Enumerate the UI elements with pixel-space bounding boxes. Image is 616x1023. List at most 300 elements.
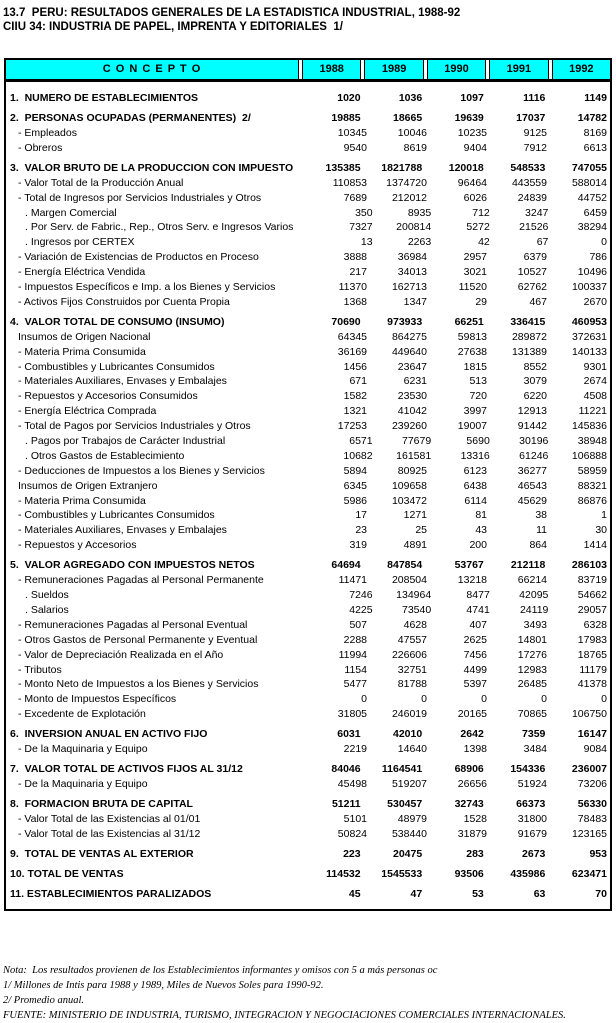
row-label: . Margen Comercial [25,206,117,219]
row-value-1991: 62762 [517,281,547,294]
row-value-1991: 467 [529,295,547,308]
row-value-1991: 212118 [510,559,546,572]
row-label: - Materiales Auxiliares, Envases y Embalajes [18,375,227,388]
row-value-1990: 7456 [463,648,487,661]
row-value-1988: 64694 [331,559,361,572]
row-value-1989: 10046 [397,127,427,139]
table-row [6,618,610,633]
table-row [6,220,610,235]
row-value-1990: 0 [481,693,487,706]
row-value-1991: 12983 [517,663,547,676]
row-value-1990: 1528 [463,812,487,825]
row-value-1992: 123165 [571,827,607,840]
row-value-1989: 6231 [403,375,427,388]
table-row [6,250,610,265]
row-value-1991: 30196 [519,435,549,448]
table-row [6,508,610,523]
row-value-1991: 131389 [511,345,547,358]
row-value-1992: 2674 [583,375,607,388]
table-row [6,538,610,553]
row-value-1991: 2673 [522,847,546,860]
row-value-1989: 973933 [387,315,423,328]
row-value-1988: 6571 [349,435,373,448]
row-value-1991: 67 [536,236,549,249]
table-row [6,374,610,389]
row-label: - Materiales Auxiliares, Envases y Embalajes [18,524,227,537]
row-value-1989: 208504 [391,574,427,587]
row-value-1992: 78483 [577,812,607,825]
row-value-1991: 0 [541,693,547,706]
row-value-1989: 4628 [403,618,427,631]
row-label: - Materia Prima Consumida [18,345,146,358]
row-value-1990: 283 [466,847,484,860]
row-value-1991: 336415 [510,315,546,328]
row-value-1988: 10345 [337,127,367,139]
row-value-1988: 1456 [343,360,367,373]
row-label: - Obreros [18,141,63,154]
table-row [6,479,610,494]
row-label: Insumos de Origen Extranjero [18,479,158,492]
table-row [6,345,610,360]
row-value-1992: 58959 [577,464,607,477]
row-value-1990: 6026 [463,191,487,204]
row-value-1988: 110853 [332,176,367,189]
row-value-1988: 45 [348,887,361,900]
row-value-1992: 10496 [577,266,607,279]
row-value-1992: 106750 [571,708,607,721]
row-value-1988: 17253 [337,420,367,433]
row-value-1990: 59813 [457,330,487,343]
row-value-1990: 5690 [466,435,490,448]
table-row [6,846,610,862]
row-value-1990: 4741 [466,603,490,616]
table-row [6,404,610,419]
row-value-1992: 623471 [571,867,607,880]
row-value-1992: 86876 [577,494,607,507]
row-value-1991: 14801 [517,633,547,646]
row-label: . Por Serv. de Fabric., Rep., Otros Serv. e Ingresos Varios [25,221,294,234]
row-value-1989: 4891 [403,539,427,552]
row-value-1988: 7327 [349,221,373,234]
row-value-1991: 70865 [517,708,547,721]
table-row [6,692,610,707]
row-label: . Sueldos [25,589,69,602]
footnote-line: 2/ Promedio anual. [3,994,84,1006]
row-value-1991: 6220 [523,390,547,403]
row-label: 1. NUMERO DE ESTABLECIMIENTOS [10,92,199,104]
row-value-1992: 73206 [577,777,607,790]
table-row [6,812,610,827]
row-label: . Ingresos por CERTEX [25,236,135,249]
row-value-1990: 53767 [454,559,484,572]
row-value-1990: 2625 [463,633,487,646]
row-value-1989: 23647 [397,360,427,373]
row-label: 9. TOTAL DE VENTAS AL EXTERIOR [10,847,194,860]
row-label: - Variación de Existencias de Productos en Proceso [18,251,259,264]
row-label: . Pagos por Trabajos de Carácter Industrial [25,435,226,448]
row-value-1992: 17983 [577,633,607,646]
row-value-1988: 114532 [326,867,361,880]
row-value-1989: 1164541 [381,762,423,775]
row-value-1991: 46543 [517,479,547,492]
row-value-1988: 5477 [343,678,367,691]
row-value-1988: 0 [361,693,367,706]
row-value-1989: 18665 [392,112,423,124]
table-row [6,777,610,792]
row-value-1989: 47557 [397,633,427,646]
row-label: - Monto Neto de Impuestos a los Bienes y Servicios [18,678,259,691]
row-value-1988: 7689 [343,191,367,204]
row-value-1990: 200 [469,539,487,552]
row-value-1991: 7359 [522,728,546,741]
row-value-1991: 548533 [510,161,546,174]
row-value-1992: 1149 [584,92,607,104]
row-value-1991: 66214 [517,574,547,587]
table-row [6,330,610,345]
row-value-1992: 29057 [577,603,607,616]
table-row [6,557,610,573]
row-label: - Valor de Depreciación Realizada en el Año [18,648,224,661]
table-row [6,206,610,221]
table-row [6,176,610,191]
row-value-1990: 120018 [448,161,484,174]
row-value-1988: 50824 [337,827,367,840]
table-row [6,866,610,882]
row-value-1991: 864 [529,539,547,552]
row-label: - Valor Total de las Existencias al 31/12 [18,827,201,840]
row-value-1990: 3021 [463,266,487,279]
row-value-1988: 319 [349,539,367,552]
year-column-header-1989: 1989 [364,60,423,79]
row-value-1991: 6379 [523,251,547,264]
row-value-1990: 43 [475,524,487,537]
table-row [6,464,610,479]
row-value-1990: 31879 [457,827,487,840]
row-value-1990: 20165 [457,708,487,721]
row-value-1988: 23 [355,524,367,537]
row-label: - Activos Fijos Construidos por Cuenta Propia [18,295,230,308]
row-value-1991: 9125 [523,127,547,139]
row-label: - Repuestos y Accesorios [18,539,137,552]
year-column-header-1991: 1991 [489,60,548,79]
row-value-1989: 1545533 [381,867,423,880]
row-value-1988: 19885 [331,112,361,124]
row-value-1989: 42010 [392,728,423,741]
year-column-header-1988: 1988 [302,60,361,79]
table-row [6,886,610,902]
footnote-line: 1/ Millones de Intis para 1988 y 1989, Miles de Nuevos Soles para 1990-92. [3,979,324,991]
row-label: Insumos de Origen Nacional [18,330,151,343]
row-value-1992: 44752 [577,191,607,204]
table-row [6,588,610,603]
row-value-1991: 61246 [519,449,549,462]
row-value-1992: 6613 [583,141,607,154]
table-row [6,827,610,842]
row-value-1992: 30 [595,524,607,537]
row-value-1989: 1821788 [381,161,423,174]
row-value-1988: 5986 [343,494,367,507]
row-value-1989: 80925 [397,464,427,477]
row-value-1992: 38948 [577,435,607,448]
row-value-1989: 847854 [387,559,423,572]
table-row [6,449,610,464]
row-value-1992: 145836 [571,420,607,433]
row-value-1989: 162713 [391,281,427,294]
row-label: - Tributos [18,663,62,676]
row-value-1991: 66373 [516,797,546,810]
row-value-1992: 83719 [577,574,607,587]
row-value-1990: 42 [478,236,490,249]
row-value-1989: 161581 [396,449,432,462]
row-value-1991: 51924 [517,777,547,790]
row-label: - Energía Eléctrica Comprada [18,405,157,418]
table-row [6,648,610,663]
row-value-1992: 953 [589,847,607,860]
row-value-1991: 17037 [516,112,546,124]
row-value-1988: 70690 [331,315,361,328]
table-row [6,235,610,250]
row-value-1988: 1020 [337,92,361,104]
table-row [6,360,610,375]
row-value-1992: 9084 [583,743,607,756]
row-value-1988: 13 [360,236,373,249]
row-label: . Otros Gastos de Establecimiento [25,449,185,462]
row-value-1988: 6345 [343,479,367,492]
table-row [6,494,610,509]
row-label: - Valor Total de la Producción Anual [18,176,184,189]
row-value-1990: 5397 [463,678,487,691]
table-row [6,742,610,757]
row-value-1990: 96464 [457,176,487,189]
row-value-1990: 4499 [463,663,487,676]
row-label: - Materia Prima Consumida [18,494,146,507]
row-value-1991: 3493 [523,618,547,631]
row-value-1988: 17 [355,509,367,522]
row-value-1988: 2288 [343,633,367,646]
row-value-1992: 9301 [583,360,607,373]
row-value-1988: 507 [349,618,367,631]
year-column-header-1992: 1992 [552,60,610,79]
row-value-1991: 45629 [517,494,547,507]
row-value-1990: 8477 [466,589,490,602]
row-label: 6. INVERSION ANUAL EN ACTIVO FIJO [10,728,208,741]
footnote-line: Nota: Los resultados provienen de los Establecimientos informantes y omisos con 5 a más personas oc [3,964,438,976]
row-value-1988: 64345 [337,330,367,343]
row-value-1989: 519207 [391,777,427,790]
row-value-1991: 12913 [517,405,547,418]
row-label: 8. FORMACION BRUTA DE CAPITAL [10,797,193,810]
row-value-1989: 41042 [397,405,427,418]
row-label: - Otros Gastos de Personal Permanente y Eventual [18,633,258,646]
row-label: - De la Maquinaria y Equipo [18,743,148,756]
row-value-1989: 34013 [397,266,427,279]
row-value-1989: 538440 [391,827,427,840]
row-value-1988: 11370 [338,281,367,294]
row-label: 11. ESTABLECIMIENTOS PARALIZADOS [10,887,212,900]
row-value-1992: 286103 [571,559,607,572]
document-titles [0,0,616,34]
row-value-1992: 1 [601,509,607,522]
row-value-1988: 11994 [338,648,367,661]
row-value-1992: 14782 [577,112,607,124]
row-value-1991: 91679 [517,827,547,840]
row-value-1990: 6114 [464,494,487,507]
row-value-1989: 1374720 [386,176,427,189]
row-value-1991: 8552 [523,360,547,373]
row-value-1989: 1271 [403,509,427,522]
row-value-1991: 11 [536,524,547,537]
row-label: - Impuestos Específicos e Imp. a los Bienes y Servicios [18,281,276,294]
row-value-1991: 24119 [519,603,549,616]
row-value-1990: 9404 [463,141,487,154]
row-value-1988: 135385 [325,161,361,174]
row-value-1989: 864275 [391,330,427,343]
row-value-1992: 8169 [583,127,607,139]
table-row [6,280,610,295]
row-value-1989: 14640 [397,743,427,756]
row-value-1989: 200814 [396,221,432,234]
footnotes [3,918,616,1023]
row-value-1989: 73540 [401,603,432,616]
row-value-1991: 3484 [523,743,547,756]
row-value-1988: 6031 [337,728,361,741]
row-label: 10. TOTAL DE VENTAS [10,867,124,880]
row-label: - Empleados [18,127,77,139]
table-row [6,90,610,106]
row-value-1992: 747055 [571,161,607,174]
row-label: - Remuneraciones Pagadas al Personal Eventual [18,618,248,631]
row-value-1990: 712 [472,206,490,219]
table-row [6,434,610,449]
row-value-1992: 106888 [571,449,607,462]
table-row [6,603,610,618]
row-label: - Excedente de Explotación [18,708,146,721]
row-value-1990: 10235 [457,127,487,139]
row-label: - Combustibles y Lubricantes Consumidos [18,509,215,522]
row-value-1992: 460953 [571,315,607,328]
row-label: - Monto de Impuestos Específicos [18,693,177,706]
row-value-1990: 5272 [466,221,490,234]
table-row [6,419,610,434]
row-value-1992: 6459 [583,206,607,219]
row-value-1988: 10682 [343,449,373,462]
document-title-line2: CIIU 34: INDUSTRIA DE PAPEL, IMPRENTA Y EDITORIALES 1/ [3,21,343,33]
row-value-1988: 350 [355,206,373,219]
row-value-1992: 11179 [579,663,607,676]
row-value-1989: 77679 [401,435,432,448]
row-value-1991: 26485 [517,678,547,691]
row-value-1988: 1321 [343,405,367,418]
row-value-1988: 3888 [343,251,367,264]
row-value-1990: 720 [469,390,487,403]
row-value-1991: 1116 [523,92,546,104]
table-row [6,314,610,330]
row-value-1990: 513 [469,375,487,388]
row-value-1991: 10527 [517,266,547,279]
row-value-1989: 109658 [391,479,427,492]
row-value-1989: 103472 [391,494,427,507]
row-value-1988: 11471 [338,574,367,587]
row-value-1991: 3079 [523,375,547,388]
row-label: - Total de Ingresos por Servicios Industriales y Otros [18,191,262,204]
row-value-1988: 2219 [343,743,367,756]
row-value-1990: 32743 [454,797,484,810]
row-value-1989: 20475 [392,847,423,860]
table-row [6,389,610,404]
row-value-1989: 48979 [397,812,427,825]
statistics-table [4,58,612,911]
row-value-1989: 8935 [407,206,432,219]
table-row [6,677,610,692]
row-value-1989: 1347 [403,295,427,308]
row-label: 2. PERSONAS OCUPADAS (PERMANENTES) 2/ [10,112,251,124]
row-value-1988: 9540 [343,141,367,154]
table-row [6,796,610,812]
row-value-1989: 212012 [391,191,427,204]
row-value-1988: 84046 [331,762,361,775]
row-value-1990: 1097 [460,92,484,104]
row-label: - Valor Total de las Existencias al 01/01 [18,812,201,825]
row-value-1990: 29 [475,295,487,308]
row-value-1992: 11221 [578,405,607,418]
row-value-1990: 13316 [460,449,490,462]
row-value-1991: 443559 [511,176,547,189]
row-value-1989: 2263 [407,236,432,249]
row-value-1988: 671 [349,375,367,388]
table-row [6,141,610,156]
table-row [6,265,610,280]
row-value-1990: 407 [469,618,487,631]
row-value-1989: 25 [415,524,427,537]
row-value-1988: 4225 [349,603,373,616]
row-value-1991: 38 [535,509,547,522]
row-value-1991: 3247 [525,206,549,219]
row-value-1990: 6123 [463,464,487,477]
row-value-1992: 372631 [571,330,607,343]
row-value-1990: 3997 [463,405,487,418]
row-value-1988: 7246 [349,589,373,602]
document-title-line1: 13.7 PERU: RESULTADOS GENERALES DE LA ESTADISTICA INDUSTRIAL, 1988-92 [3,7,461,19]
row-value-1990: 19639 [454,112,484,124]
table-row [6,523,610,538]
row-value-1988: 36169 [337,345,367,358]
row-label: 4. VALOR TOTAL DE CONSUMO (INSUMO) [10,315,225,328]
footnote-line: FUENTE: MINISTERIO DE INDUSTRIA, TURISMO, INTEGRACION Y NEGOCIACIONES COMERCIALES INTERNACIONALES. [3,1009,566,1021]
row-value-1988: 5101 [343,812,367,825]
table-row [6,633,610,648]
row-value-1992: 70 [595,887,607,900]
row-value-1988: 1582 [343,390,367,403]
row-value-1989: 23530 [397,390,427,403]
row-value-1992: 1414 [583,539,607,552]
table-row [6,160,610,176]
row-value-1992: 140133 [571,345,607,358]
row-value-1988: 51211 [331,797,361,810]
row-value-1990: 6438 [463,479,487,492]
row-value-1990: 81 [475,509,487,522]
row-value-1991: 21526 [519,221,549,234]
row-value-1991: 289872 [511,330,547,343]
row-value-1990: 1398 [463,743,487,756]
row-value-1992: 786 [589,251,607,264]
row-value-1988: 223 [343,847,361,860]
row-value-1990: 19007 [457,420,487,433]
table-row [6,726,610,742]
row-value-1988: 31805 [337,708,367,721]
row-value-1990: 93506 [454,867,484,880]
row-value-1990: 2957 [463,251,487,264]
row-value-1989: 530457 [387,797,423,810]
